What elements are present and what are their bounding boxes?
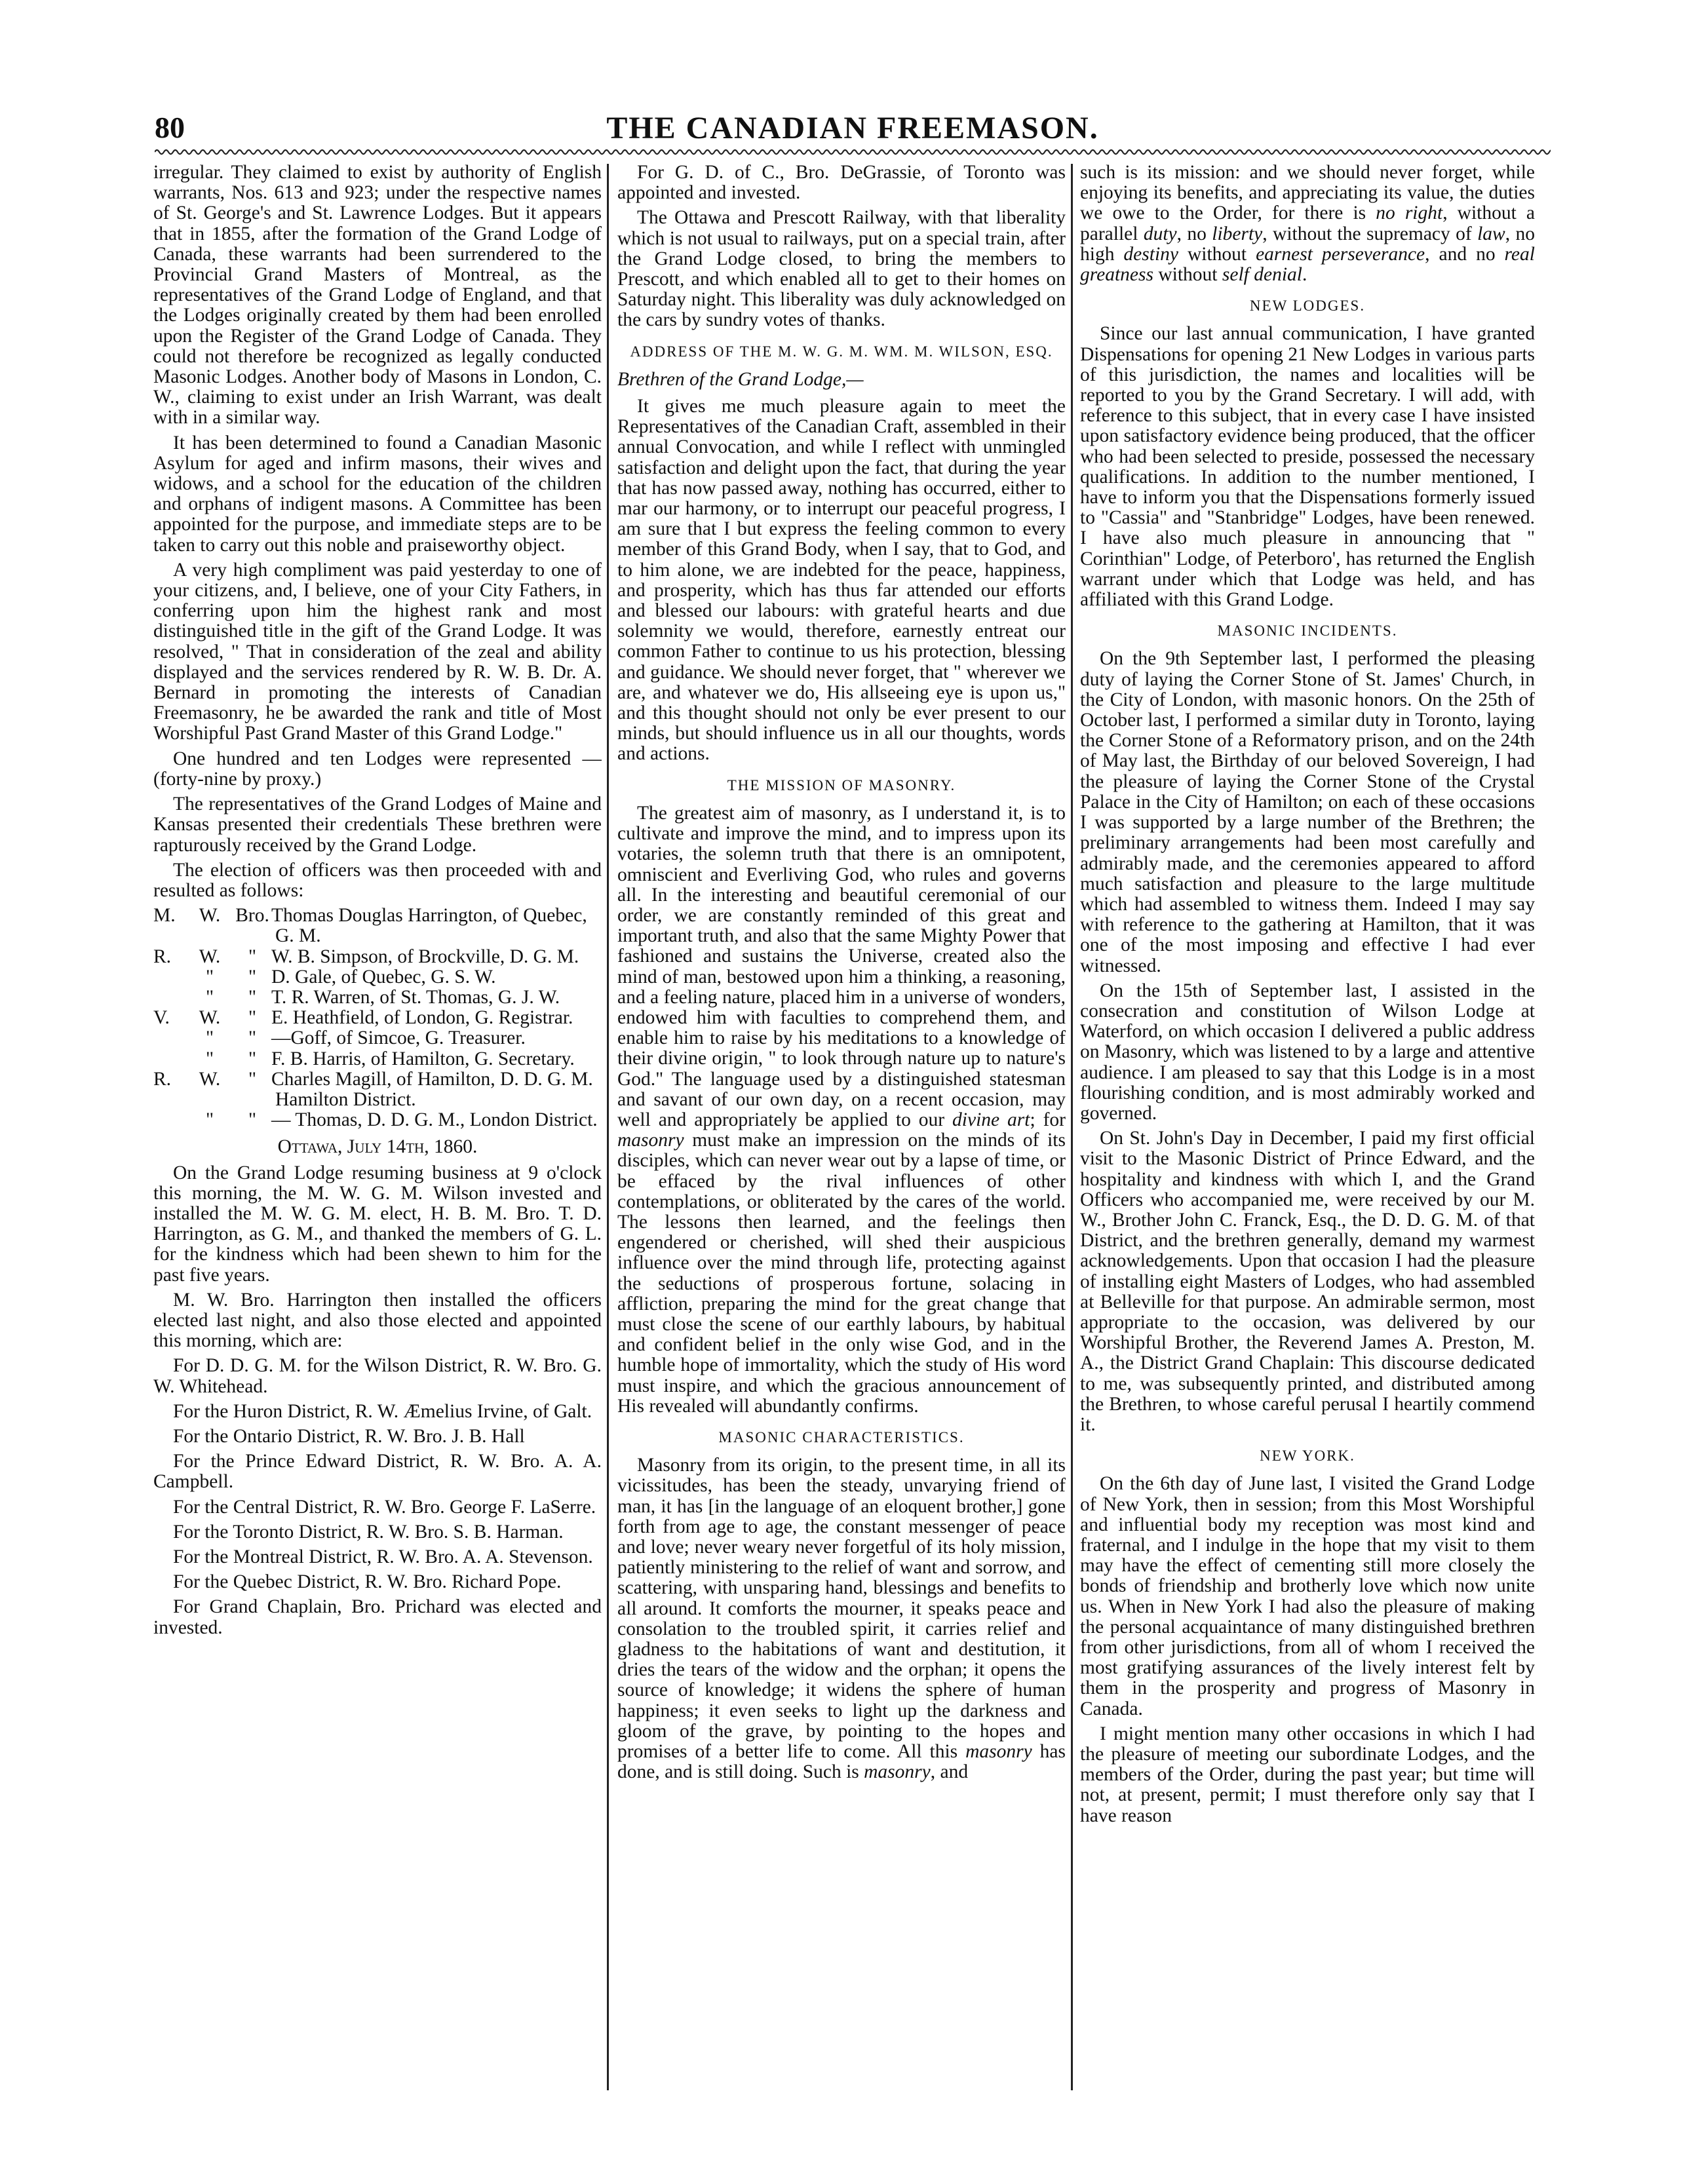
column-rule-1 [607,164,609,2090]
paragraph: For the Huron District, R. W. Æmelius Irvine, of Galt. [173,1400,592,1422]
emphasis: destiny [1123,243,1178,265]
paragraph: For the Toronto District, R. W. Bro. S. B. Harman. [173,1521,564,1542]
officer-rank-1: V. [153,1007,170,1029]
officer-name: E. Heathfield, of London, G. Registrar. [271,1007,573,1029]
officer-row [153,967,602,987]
officer-rank-2: " [205,1027,214,1049]
paragraph: For the Prince Edward District, R. W. Bro. A. A. Campbell. [153,1451,602,1493]
paragraph: It gives me much pleasure again to meet the Representatives of the Canadian Craft, assembled in their annual Convocation, and while I reflect with unmingled satisfaction and delight upon the fact, that during the year that has now passed away, nothing has occurred, either to mar our harmony, or to interrupt our peaceful progress, I am sure that I but express the feeling common to every member of this Grand Body, when I say, that to God, and to him alone, we are indebted for the peace, happiness, and prosperity, which has thus far attended our efforts and blessed our labours: with grateful hearts and due solemnity we would, therefore, earnestly entreat our common Father to continue to us his protection, blessing and guidance. We should never forget, that " wherever we are, and whatever we do, His allseeing eye is upon us," and this thought should not only be ever present to our minds, but should influence us in all our thoughts, words and actions. [617,396,1066,765]
paragraph: The representatives of the Grand Lodges of Maine and Kansas presented their credentials These brethren were rapturously received by the Grand Lodge. [153,794,602,856]
officer-rank-2: W. [199,905,221,927]
emphasis: masonry [864,1761,931,1783]
paragraph: For D. D. G. M. for the Wilson District, R. W. Bro. G. W. Whitehead. [153,1355,602,1397]
officer-row [153,1069,602,1110]
section-heading-address: ADDRESS OF THE M. W. G. M. WM. M. WILSON, ESQ. [630,343,1053,360]
text-run: , and no [1425,243,1505,265]
officer-row [153,1008,602,1028]
text-run: Masonry from its origin, to the present time, in all its vicissitudes, has been the steady, unvarying friend of man, it has [in the language of an eloquent brother,] gone forth from age to age, the constant messenger of peace and love; never weary never forgetful of its holy mission, patiently ministering to the relief of want and sorrow, and scattering, with unsparing hand, blessings and benefits to all around. It comforts the mourner, it speaks peace and consolation to the troubled spirit, it carries relief and gladness to the habitations of want and destitution, it dries the tears of the widow and the orphan; it opens the source of knowledge; it widens the sphere of human happiness; it even seeks to light up the darkness and gloom of the grave, by pointing to the hopes and promises of a better life to come. All this [617,1455,1066,1763]
officer-title: " [248,1007,257,1029]
officer-name: —Goff, of Simcoe, G. Treasurer. [271,1027,526,1049]
paragraph: irregular. They claimed to exist by authority of English warrants, Nos. 613 and 923; under the respective names of St. George's and St. Lawrence Lodges. But it appears that in 1855, after the formation of the Grand Lodge of Canada, these warrants had been surrendered to the Provincial Grand Masters of Montreal, as the representatives of the Grand Lodge of England, and that the Lodges originally created by them had been enrolled upon the Register of the Grand Lodge of Canada. They could not therefore be recognized as legally conducted Masonic Lodges. Another body of Masons in London, C. W., claiming to exist under an Irish Warrant, was dealt with in a similar way. [153,163,602,429]
emphasis: divine art [952,1109,1030,1130]
officer-rank-1 [153,1028,190,1048]
officer-rank-1 [153,967,190,987]
emphasis: law [1477,223,1505,244]
officer-row [153,1110,602,1130]
paragraph: One hundred and ten Lodges were represented —(forty-nine by proxy.) [153,748,602,790]
officer-rank-1 [153,1049,190,1069]
paragraph: Since our last annual communication, I have granted Dispensations for opening 21 New Lodges in various parts of this jurisdiction, the names and localities will be reported to you by the Grand Secretary. I will add, with reference to this subject, that in every case I have insisted upon satisfactory evidence being produced, that the officer who had been selected to preside, possessed the necessary qualifications. In addition to the number mentioned, I have to inform you that the Dispensations formerly issued to "Cassia" and "Stanbridge" Lodges, have been renewed. I have also much pleasure in announcing that " Corinthian" Lodge, of Peterboro', has returned the English warrant under which that Lodge was held, and has affiliated with this Grand Lodge. [1080,323,1535,611]
officer-title: " [248,946,257,967]
officer-rank-1 [153,987,190,1008]
column-3 [1080,163,1535,2096]
page-number: 80 [155,111,185,144]
officer-name: W. B. Simpson, of Brockville, D. G. M. [271,946,579,967]
paragraph: I might mention many other occasions in which I had the pleasure of meeting our subordinate Lodges, and the members of the Order, during the past year; but time will not, at present, permit; I must therefore only say that I have reason [1080,1723,1535,1826]
officer-title: " [248,986,257,1008]
emphasis: earnest perseverance [1256,243,1425,265]
officer-rank-2: W. [199,946,221,967]
emphasis: liberty [1212,223,1263,244]
officer-row [153,906,602,946]
paragraph: For the Ontario District, R. W. Bro. J. B. Hall [173,1425,525,1447]
text-run: The greatest aim of masonry, as I understand it, is to cultivate and improve the mind, and to impress upon its votaries, the solemn truth that there is an omnipotent, omniscient and Everliving God, who rules and governs all. In the interesting and beautiful ceremonial of our order, we are constantly reminded of this great and important truth, and also that the same Mighty Power that fashioned and sustains the Universe, created also the mind of man, bestowed upon him a thinking, a reasoning, and a feeling nature, placed him in a universe of wonders, endowed him with faculties to comprehend them, and enable him to raise by his meditations to a knowledge of their divine origin, " to look through nature up to nature's God." The language used by a distinguished statesman and savant of our own day, on a recent occasion, may well and appropriately be applied to our [617,802,1066,1130]
officer-rank-2: " [205,966,214,987]
paragraph: The election of officers was then proceeded with and resulted as follows: [153,859,602,901]
officer-title: " [248,1027,257,1049]
text-run: , no [1176,223,1212,244]
officer-title: " [248,966,257,987]
emphasis: no right [1376,202,1443,224]
paragraph: It has been determined to found a Canadian Masonic Asylum for aged and infirm masons, their wives and widows, and a school for the education of the children and orphans of indigent masons. A Committee has been appointed for the purpose, and immediate steps are to be taken to carry out this noble and praiseworthy object. [153,432,602,556]
officer-rank-2: " [205,1109,214,1131]
officer-title: Bro. [235,905,269,927]
paragraph: On the Grand Lodge resuming business at 9 o'clock this morning, the M. W. G. M. Wilson invested and installed the M. W. G. M. elect, H. B. M. Bro. T. D. Harrington, as G. M., and thanked the members of G. L. for the kindness which had been shewn to him for the past five years. [153,1162,602,1286]
paragraph [617,1455,1066,1782]
officer-title: " [248,1048,257,1069]
officer-title: " [248,1109,257,1131]
officer-rank-1: R. [153,946,172,967]
paragraph: The Ottawa and Prescott Railway, with that liberality which is not usual to railways, put on a special train, after the Grand Lodge closed, to bring the members to Prescott, and which enabled all to get to their homes on Saturday night. This liberality was duly acknowledged on the cars by sundry votes of thanks. [617,207,1066,331]
officer-rank-2: W. [199,1007,221,1029]
paragraph: On the 9th September last, I performed the pleasing duty of laying the Corner Stone of St. James' Church, in the City of London, with masonic honors. On the 25th of October last, I performed a similar duty in Toronto, laying the Corner Stone of a Reformatory prison, and on the 24th of May last, the Birthday of our beloved Sovereign, I had the pleasure of laying the Corner Stone of the Crystal Palace in the City of Hamilton; on each of these occasions I was supported by a large number of the Brethren; the preliminary arrangements had been most carefully and admirably made, and the ceremonies appeared to afford much satisfaction and pleasure to the large multitude which had assembled to witness them. Indeed I may say with reference to the gathering at Hamilton, that it was one of the most imposing and effective I had ever witnessed. [1080,648,1535,976]
text-run: , and [930,1761,969,1783]
text-run: , without the supremacy of [1262,223,1478,244]
officer-row [153,947,602,967]
emphasis: real greatness [1080,243,1535,286]
wavy-rule [155,145,1551,159]
section-heading-characteristics: MASONIC CHARACTERISTICS. [718,1428,965,1446]
officer-rank-1: R. [153,1068,172,1090]
officer-name: Charles Magill, of Hamilton, D. D. G. M. Hamilton District. [271,1068,593,1110]
officer-rank-1 [153,1110,190,1130]
officer-name: D. Gale, of Quebec, G. S. W. [271,966,496,987]
paragraph: On St. John's Day in December, I paid my first official visit to the Masonic District of Prince Edward, and the hospitality and kindness with which I, and the Grand Officers who accompanied me, were received by our M. W., Brother John C. Franck, Esq., the D. D. G. M. of that District, and the brethren generally, demand my warmest acknowledgements. Upon that occasion I had the pleasure of installing eight Masters of Lodges, who had assembled at Belleville for that purpose. An admirable sermon, most appropriate to the occasion, was delivered by our Worshipful Brother, the Reverend James A. Preston, M. A., the District Grand Chaplain: This discourse dedicated to me, was subsequently printed, and distributed among the Brethren, to whose careful perusal I heartily commend it. [1080,1128,1535,1435]
page-title: THE CANADIAN FREEMASON. [606,111,1099,145]
officer-row [153,1049,602,1069]
officer-rank-2: " [205,1048,214,1069]
text-run: without [1153,264,1222,286]
page-header [155,110,1551,149]
dateline: Ottawa, July 14th, 1860. [277,1136,478,1158]
paragraph: For the Central District, R. W. Bro. George F. LaSerre. [173,1496,596,1518]
paragraph: On the 6th day of June last, I visited the Grand Lodge of New York, then in session; from this Most Worshipful and influential body my reception was most kind and fraternal, and I indulge in the hope that my visit to them may have the effect of cementing still more closely the bonds of friendship and brotherly love which now unite us. When in New York I had also the pleasure of making the personal acquaintance of many distinguished brethren from other jurisdictions, from all of whom I received the most gratifying assurances of the lively interest felt by them in the prosperity and progress of Masonry in Canada. [1080,1473,1535,1719]
emphasis: self denial [1222,264,1302,286]
officer-row [153,987,602,1008]
officer-name: T. R. Warren, of St. Thomas, G. J. W. [271,986,560,1008]
paragraph [1080,163,1535,285]
emphasis: masonry [965,1741,1032,1763]
text-run: has done, and is still doing. Such is [617,1741,1066,1783]
emphasis: masonry [617,1130,684,1151]
salutation: Brethren of the Grand Lodge,— [617,368,864,390]
text-run: , without a parallel [1080,202,1535,244]
officer-rank-2: W. [199,1068,221,1090]
paragraph: For the Quebec District, R. W. Bro. Richard Pope. [173,1571,562,1593]
section-heading-new-york: NEW YORK. [1260,1447,1355,1465]
officer-title: " [248,1068,257,1090]
paragraph: On the 15th of September last, I assisted in the consecration and constitution of Wilson Lodge at Waterford, on which occasion I delivered a public address on Masonry, which was listened to by a large and attentive audience. I am pleased to say that this Lodge is in a most flourishing condition, and is most admirably worked and governed. [1080,980,1535,1124]
text-run: without [1178,243,1256,265]
column-rule-2 [1071,164,1073,2090]
officer-rank-2: " [205,986,214,1008]
paragraph [617,803,1066,1417]
section-heading-incidents: MASONIC INCIDENTS. [1217,623,1398,640]
paragraph: For the Montreal District, R. W. Bro. A. A. Stevenson. [173,1546,593,1567]
text-run: such is its mission: and we should never forget, while enjoying its benefits, and appreciating its value, the duties we owe to the Order, for there is [1080,163,1535,224]
paragraph: For Grand Chaplain, Bro. Prichard was elected and invested. [153,1596,602,1638]
officer-name: — Thomas, D. D. G. M., London District. [271,1109,598,1131]
paragraph: For G. D. of C., Bro. DeGrassie, of Toronto was appointed and invested. [617,163,1066,204]
paragraph: A very high compliment was paid yesterday to one of your citizens, and, I believe, one of your City Fathers, in conferring upon him the highest rank and most distinguished title in the gift of the Grand Lodge. It was resolved, " That in consideration of the zeal and ability displayed and the services rendered by R. W. B. Dr. A. Bernard in promoting the interests of Canadian Freemasonry, he be awarded the rank and title of Most Worshipful Past Grand Master of this Grand Lodge." [153,559,602,744]
column-2 [617,163,1066,2096]
officers-list [153,906,602,1130]
text-run: . [1302,264,1307,286]
section-heading-new-lodges: NEW LODGES. [1249,297,1366,315]
officer-name: Thomas Douglas Harrington, of Quebec, G. M. [271,905,587,947]
emphasis: duty [1143,223,1177,244]
section-heading-mission: THE MISSION OF MASONRY. [727,776,956,794]
text-run: ; for [1030,1109,1066,1130]
officer-name: F. B. Harris, of Hamilton, G. Secretary. [271,1048,575,1069]
text-run: must make an impression on the minds of its disciples, which can never wear out by a lapse of time, or be effaced by the rival influences of other contemplations, or obliterated by the cares of the world. The lessons then learned, and the feelings then engendered or cherished, will shed their auspicious influence over the mind through life, protecting against the seductions of prosperous fortune, solacing in affliction, preparing the mind for the great change that must close the scene of our earthly labours, by habitual and confident belief in the only wise God, and in the humble hope of immortality, which the study of His word must inspire, and which the gracious announcement of His revealed will abundantly confirms. [617,1130,1066,1417]
text-run: , no high [1080,223,1535,265]
paragraph: M. W. Bro. Harrington then installed the officers elected last night, and also those elected and appointed this morning, which are: [153,1289,602,1352]
officer-row [153,1028,602,1048]
officer-rank-1: M. [153,905,176,927]
column-1 [153,163,602,2096]
